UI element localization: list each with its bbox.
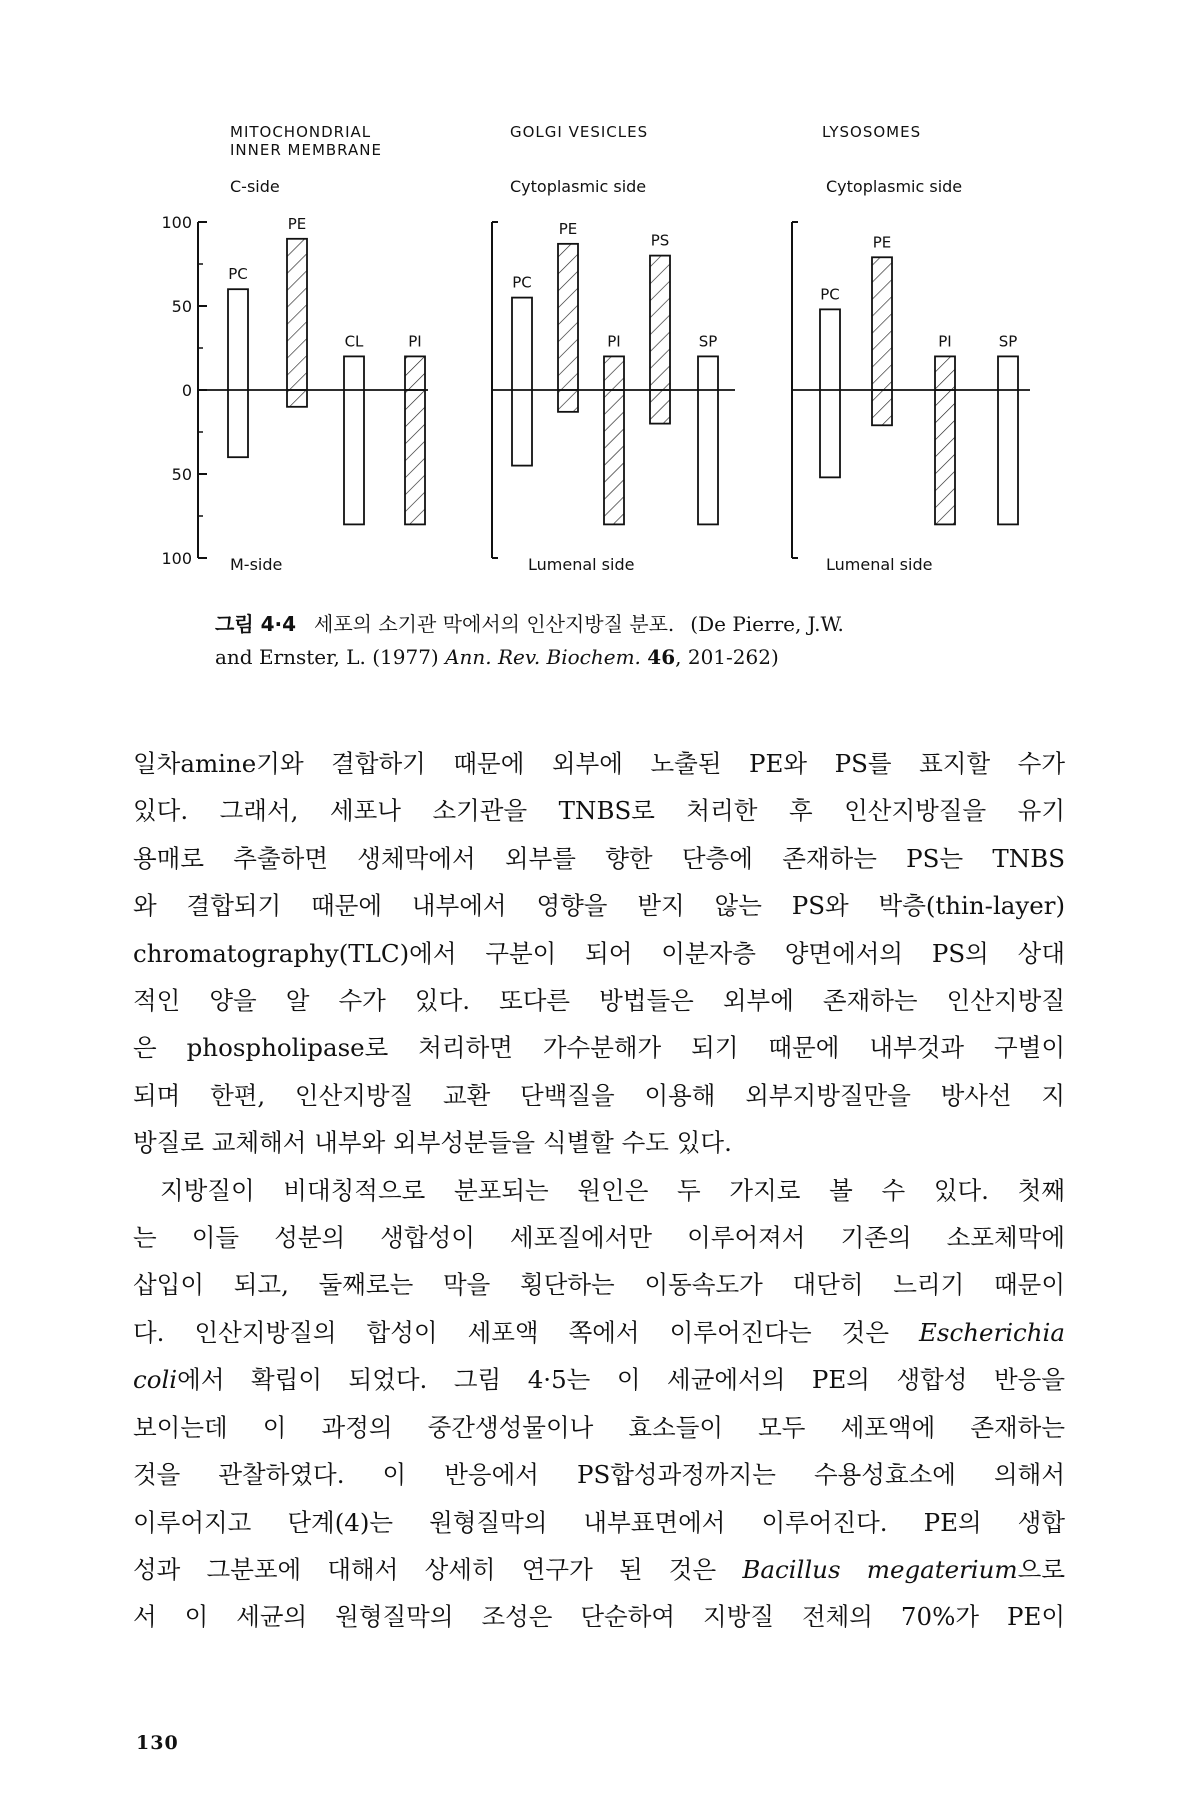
bar-label: PI [938,332,952,351]
panel-title: INNER MEMBRANE [230,141,382,159]
text-span: 에서 확립이 되었다. 그림 4·5는 이 세균에서의 PE의 생합성 반응을 [177,1365,1065,1395]
caption-journal: Ann. Rev. Biochem. [445,645,641,669]
text-line: 은 phospholipase로 처리하면 가수분해가 되기 때문에 내부것과 구별이 [133,1033,1065,1063]
bar-pc [228,289,248,457]
species-name: Bacillus megaterium [742,1554,1018,1584]
panel-top-side-label: Cytoplasmic side [510,177,647,196]
caption-pages: , 201-262) [675,645,779,669]
text-line: 는 이들 성분의 생합성이 세포질에서만 이루어져서 기존의 소포체막에 [133,1223,1065,1253]
bar-hatch [405,356,425,524]
bar-sp [998,356,1018,524]
text-line: 이루어지고 단계(4)는 원형질막의 내부표면에서 이루어진다. PE의 생합 [133,1507,1065,1537]
bar-label: SP [998,332,1018,351]
bar-label: PI [607,332,621,351]
text-line: 있다. 그래서, 세포나 소기관을 TNBS로 처리한 후 인산지방질을 유기 [133,796,1065,826]
bar-pc [820,309,840,477]
y-tick-label: 0 [181,381,192,400]
panel-title: MITOCHONDRIAL [230,123,372,141]
panel-bottom-side-label: Lumenal side [826,555,933,574]
text-line: 삽입이 되고, 둘째로는 막을 횡단하는 이동속도가 대단히 느리기 때문이 [133,1270,1065,1300]
text-line: chromatography(TLC)에서 구분이 되어 이분자층 양면에서의 PS의 상대 [133,938,1065,968]
bar-label: PC [228,265,248,284]
text-line [133,1546,1065,1593]
chart-panel [792,123,1030,574]
bar-label: SP [698,332,718,351]
bar-hatch [604,356,624,524]
bar-sp [698,356,718,524]
panel-title: LYSOSOMES [822,123,922,141]
bar-hatch [558,244,578,412]
panel-bottom-side-label: Lumenal side [528,555,635,574]
text-span: 다. 인산지방질의 합성이 세포액 쪽에서 이루어진다는 것은 [133,1317,920,1347]
figure-caption [215,608,1095,674]
caption-title: 세포의 소기관 막에서의 인산지방질 분포. [314,612,675,636]
chart-panel [492,123,735,574]
text-line: 되며 한편, 인산지방질 교환 단백질을 이용해 외부지방질만을 방사선 지 [133,1080,1065,1110]
panel-top-side-label: Cytoplasmic side [826,177,963,196]
bar-hatch [872,257,892,425]
text-span: 성과 그분포에 대해서 상세히 연구가 된 것은 [133,1554,743,1584]
text-line: 보이는데 이 과정의 중간생성물이나 효소들이 모두 세포액에 존재하는 [133,1412,1065,1442]
text-line [133,1356,1065,1403]
caption-number: 그림 4·4 [215,612,297,636]
caption-ref-authors: and Ernster, L. (1977) [215,645,446,669]
bar-label: PC [820,285,840,304]
panel-top-side-label: C-side [230,177,280,196]
text-line: 와 결합되기 때문에 내부에서 영향을 받지 않는 PS와 박층(thin-layer) [133,891,1065,921]
bar-label: PI [408,332,422,351]
bar-hatch [287,239,307,407]
panel-title: GOLGI VESICLES [510,123,649,141]
page-number: 130 [136,1732,179,1754]
text-line: 적인 양을 알 수가 있다. 또다른 방법들은 외부에 존재하는 인산지방질 [133,986,1065,1016]
bar-label: CL [344,332,364,351]
phospholipid-distribution-chart [0,0,1200,640]
text-line: 일차amine기와 결합하기 때문에 외부에 노출된 PE와 PS를 표지할 수가 [133,749,1065,778]
bar-label: PE [287,214,307,233]
text-line [133,1309,1065,1356]
text-line: 것을 관찰하였다. 이 반응에서 PS합성과정까지는 수용성효소에 의해서 [133,1460,1065,1490]
y-tick-label: 50 [171,297,192,316]
y-tick-label: 100 [161,549,192,568]
text-line: 서 이 세균의 원형질막의 조성은 단순하여 지방질 전체의 70%가 PE이 [133,1602,1065,1632]
bar-label: PS [650,231,670,250]
text-line: 용매로 추출하면 생체막에서 외부를 향한 단층에 존재하는 PS는 TNBS [133,843,1065,873]
text-span: 으로 [1017,1554,1065,1584]
y-tick-label: 50 [171,465,192,484]
species-name: coli [133,1365,178,1395]
bar-label: PC [512,273,532,292]
chart-panel [198,123,428,574]
bar-label: PE [558,219,578,238]
caption-ref-line1: (De Pierre, J.W. [690,612,844,636]
body-text [133,740,1065,1641]
species-name: Escherichia [919,1317,1065,1347]
caption-volume: 46 [647,645,676,669]
bar-hatch [935,356,955,524]
bar-pc [512,298,532,466]
panel-bottom-side-label: M-side [230,555,283,574]
chart-panels [198,123,1030,574]
text-line: 방질로 교체해서 내부와 외부성분들을 식별할 수도 있다. [133,1128,732,1158]
text-line: 지방질이 비대칭적으로 분포되는 원인은 두 가지로 볼 수 있다. 첫째 [159,1175,1065,1205]
caption-reference [215,641,1095,674]
y-tick-label: 100 [161,213,192,232]
bar-cl [344,356,364,524]
bar-hatch [650,256,670,424]
bar-label: PE [872,233,892,252]
